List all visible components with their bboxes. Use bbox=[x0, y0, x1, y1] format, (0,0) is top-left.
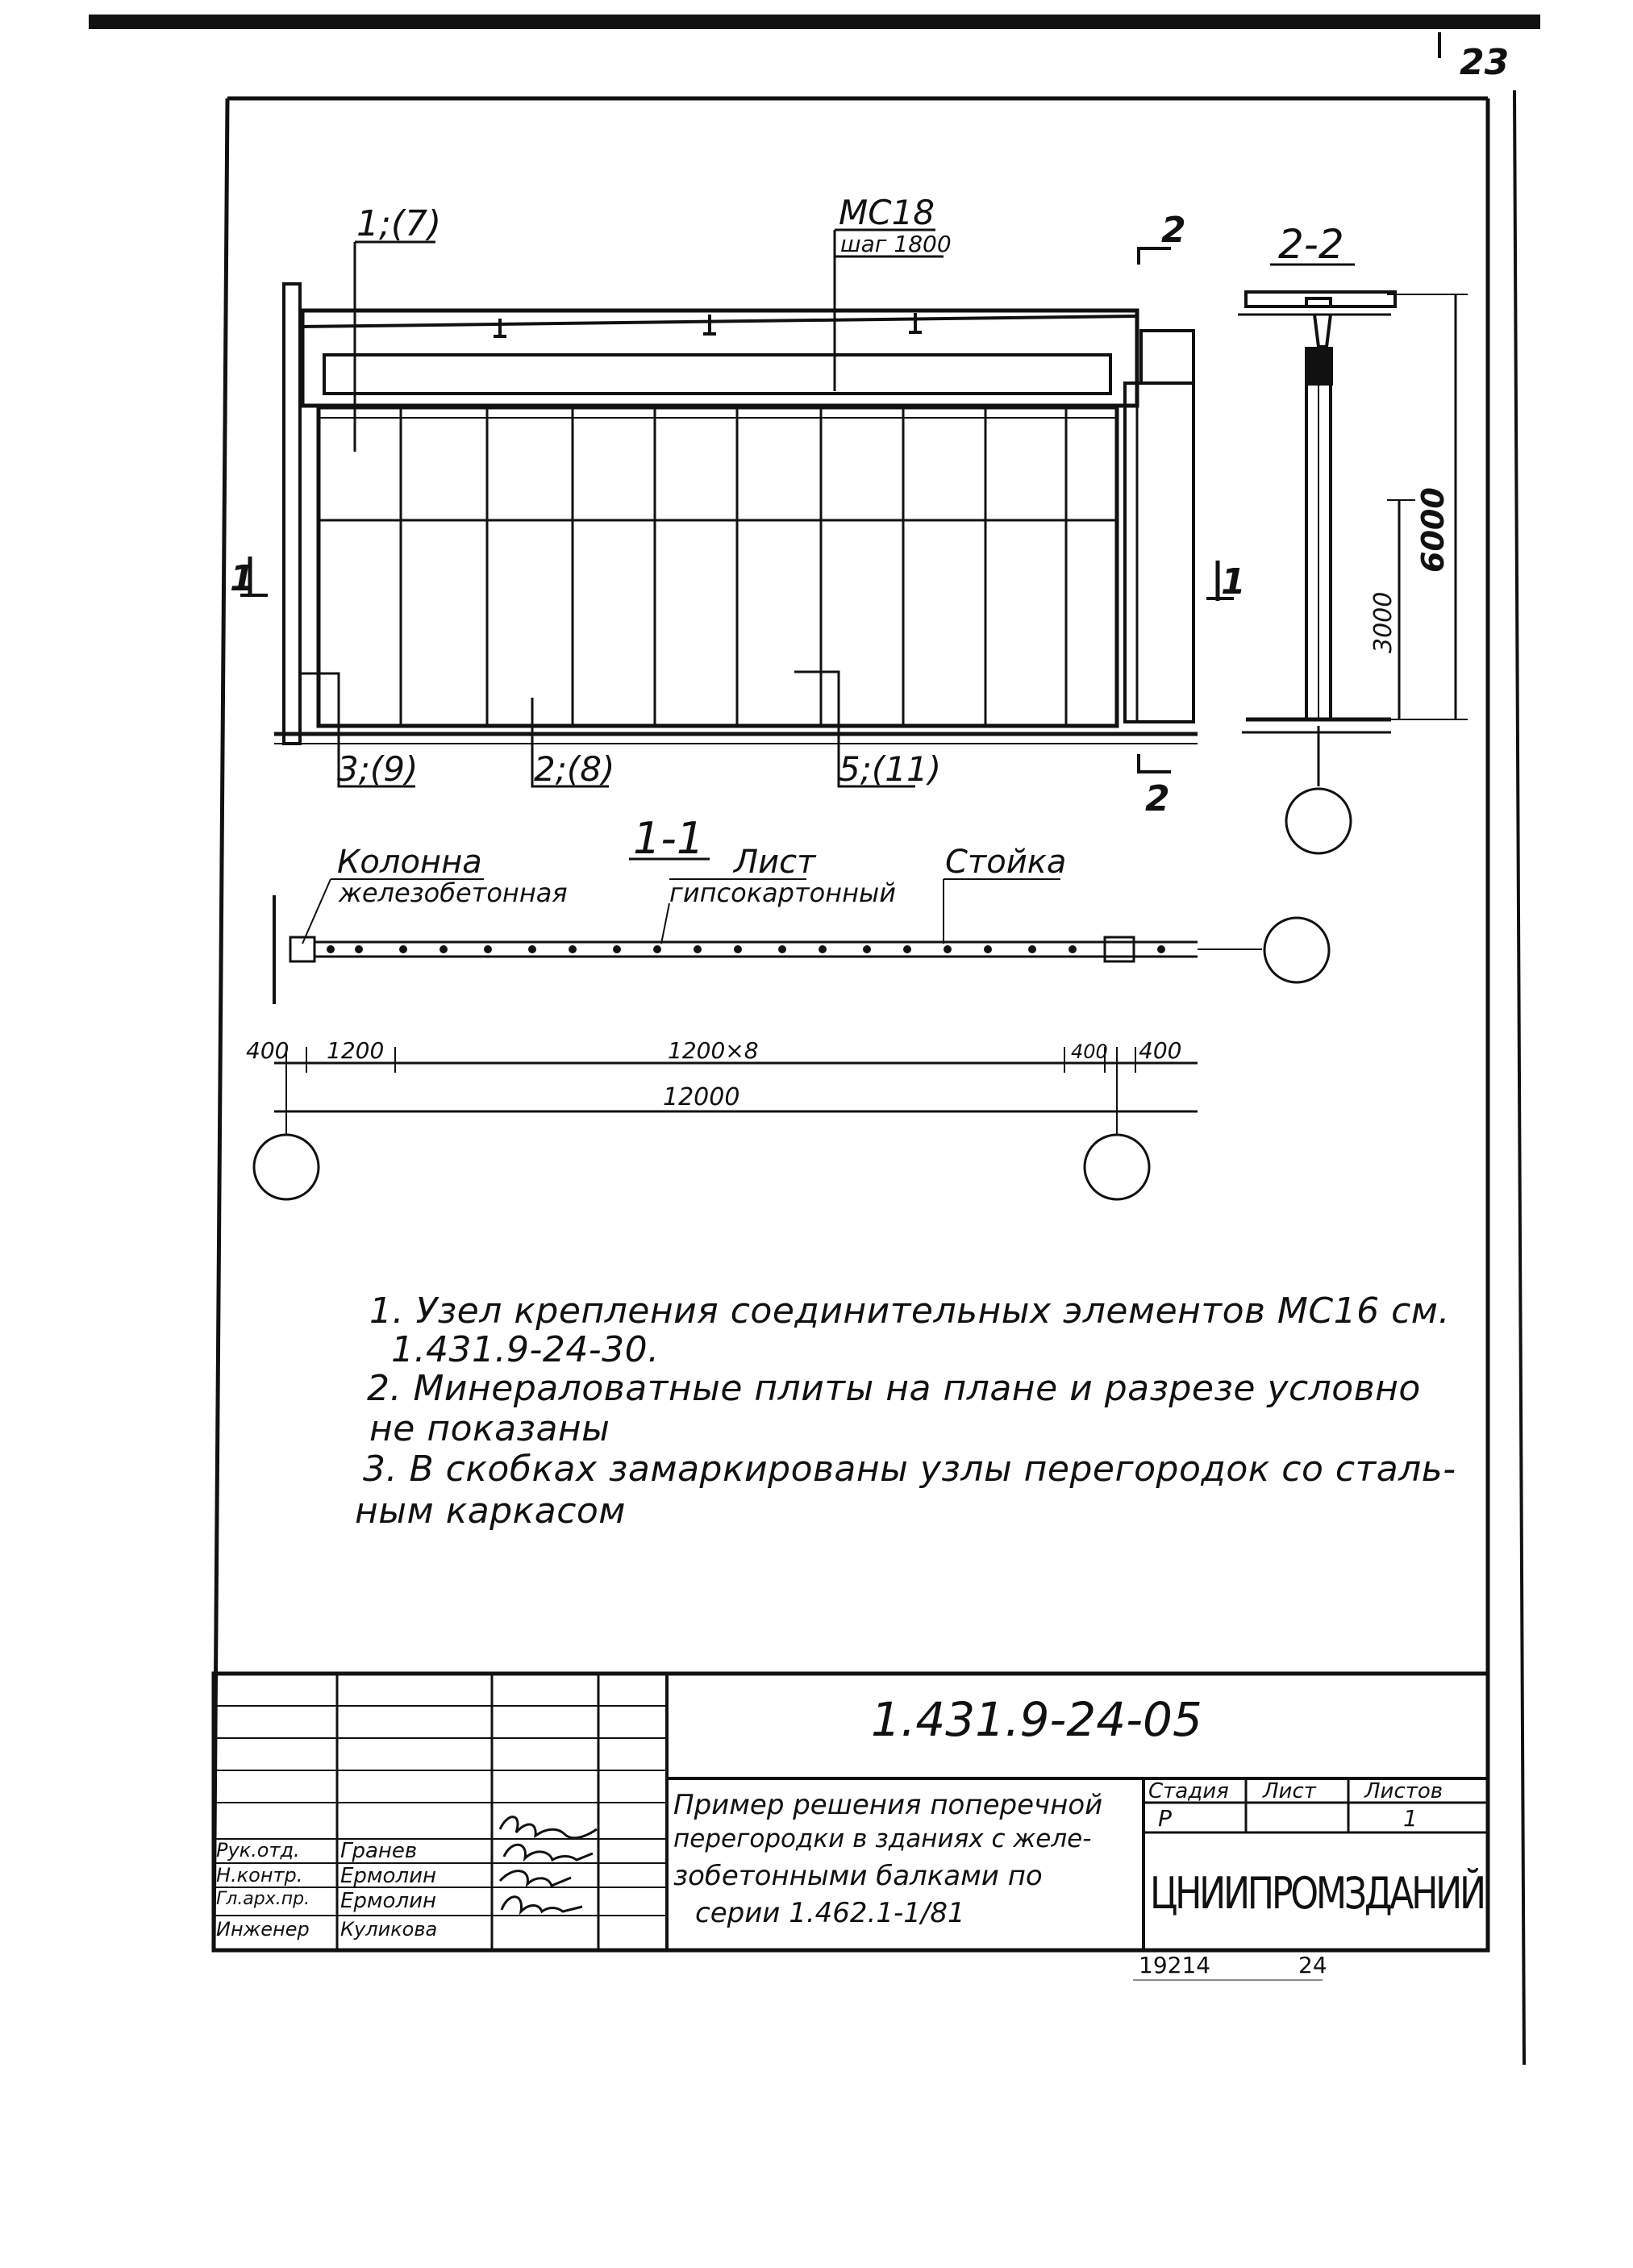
stage-value: Р bbox=[1158, 1805, 1172, 1832]
connector-mark bbox=[703, 315, 716, 334]
stage-label: Стадия bbox=[1148, 1779, 1229, 1803]
signature-3 bbox=[500, 1871, 571, 1886]
dim-total: 12000 bbox=[663, 1083, 740, 1111]
post bbox=[778, 945, 786, 953]
leader-line bbox=[302, 879, 331, 944]
page-number: 23 bbox=[1460, 42, 1510, 83]
elevation-view bbox=[240, 230, 1234, 786]
section-mark-top: 2 bbox=[1161, 210, 1186, 251]
person-name: Ермолин bbox=[340, 1864, 436, 1888]
post bbox=[1157, 945, 1165, 953]
note-line: 1. Узел крепления соединительных элементов МС16 см. bbox=[369, 1290, 1450, 1332]
post bbox=[903, 945, 911, 953]
doc-code: 1.431.9-24-05 bbox=[871, 1692, 1202, 1747]
label-column-2: железобетонная bbox=[339, 878, 568, 908]
callout-bottom-1: 3;(9) bbox=[337, 749, 419, 789]
connector-mark bbox=[909, 313, 922, 332]
label-post: Стойка bbox=[945, 844, 1067, 881]
leader-line bbox=[661, 903, 669, 944]
post bbox=[863, 945, 871, 953]
column-section-left bbox=[290, 937, 315, 961]
label-sheet: Лист bbox=[734, 844, 816, 881]
axis-circle bbox=[1085, 1135, 1149, 1199]
person-name: Куликова bbox=[340, 1918, 438, 1941]
right-beam-stub bbox=[1141, 331, 1194, 383]
section-1-1-title: 1-1 bbox=[633, 813, 705, 864]
cut-mark-right: 1 bbox=[1221, 561, 1246, 602]
post bbox=[1028, 945, 1036, 953]
signature-1 bbox=[500, 1817, 597, 1838]
callout-top-mark: МС18 bbox=[839, 193, 935, 232]
drawing-title-line: зобетонными балками по bbox=[673, 1860, 1043, 1892]
dim-first: 1200 bbox=[327, 1037, 385, 1064]
post bbox=[1069, 945, 1077, 953]
signatures bbox=[500, 1817, 597, 1912]
signature-4 bbox=[502, 1897, 582, 1912]
post bbox=[734, 945, 742, 953]
note-line: не показаны bbox=[369, 1408, 610, 1449]
right-margin-line bbox=[1514, 90, 1524, 2065]
post bbox=[984, 945, 992, 953]
callout-bottom-2: 2;(8) bbox=[534, 749, 615, 789]
partition-panel bbox=[319, 407, 1117, 726]
dim-middle: 1200×8 bbox=[668, 1037, 759, 1064]
note-line: 1.431.9-24-30. bbox=[391, 1329, 660, 1370]
label-column: Колонна bbox=[337, 844, 482, 881]
person-name: Гранев bbox=[340, 1839, 418, 1863]
beam-section bbox=[1297, 298, 1340, 347]
connector-block bbox=[1305, 347, 1333, 386]
post bbox=[569, 945, 577, 953]
post bbox=[439, 945, 448, 953]
axis-circle bbox=[1264, 918, 1329, 982]
left-column bbox=[284, 284, 300, 744]
post bbox=[944, 945, 952, 953]
post bbox=[327, 945, 335, 953]
section-2-mark-top bbox=[1139, 248, 1171, 265]
sheets-label: Листов bbox=[1364, 1779, 1443, 1803]
sheet-label: Лист bbox=[1263, 1779, 1316, 1803]
beam-flange bbox=[302, 316, 1137, 327]
note-line: 2. Минераловатные плиты на плане и разрезе условно bbox=[367, 1368, 1421, 1409]
role-label: Гл.арх.пр. bbox=[216, 1889, 310, 1909]
dim-small: 400 bbox=[1071, 1040, 1108, 1063]
organization-name: ЦНИИПРОМЗДАНИЙ bbox=[1150, 1868, 1484, 1919]
post bbox=[528, 945, 536, 953]
section-mark-bottom: 2 bbox=[1145, 778, 1170, 819]
dim-height-total: 6000 bbox=[1415, 487, 1451, 573]
role-label: Инженер bbox=[216, 1918, 310, 1941]
posts bbox=[327, 945, 1165, 953]
post bbox=[399, 945, 407, 953]
callout-top-left: 1;(7) bbox=[356, 203, 442, 244]
bottom-number: 24 bbox=[1298, 1952, 1327, 1978]
section-2-2-title: 2-2 bbox=[1278, 221, 1344, 268]
callout-bottom-3: 5;(11) bbox=[839, 749, 942, 789]
drawing-title-line: перегородки в зданиях с желе- bbox=[673, 1824, 1092, 1853]
dim-right: 400 bbox=[1139, 1037, 1182, 1064]
right-column bbox=[1125, 383, 1194, 722]
person-name: Ермолин bbox=[340, 1889, 436, 1913]
role-label: Н.контр. bbox=[216, 1864, 303, 1887]
dim-left: 400 bbox=[246, 1037, 290, 1064]
note-line: ным каркасом bbox=[355, 1490, 626, 1532]
dim-height-part: 3000 bbox=[1369, 591, 1398, 653]
signature-2 bbox=[504, 1845, 593, 1860]
axis-circle bbox=[254, 1135, 319, 1199]
cut-mark-left: 1 bbox=[230, 558, 255, 599]
axis-circle bbox=[1286, 789, 1351, 853]
post bbox=[694, 945, 702, 953]
callout-top-sub: шаг 1800 bbox=[840, 231, 952, 257]
section-2-mark-bottom bbox=[1139, 754, 1171, 772]
top-border-bar bbox=[89, 15, 1540, 29]
post bbox=[819, 945, 827, 953]
label-sheet-2: гипсокартонный bbox=[669, 878, 897, 908]
beam-web bbox=[324, 355, 1110, 394]
drawing-title-line: Пример решения поперечной bbox=[673, 1789, 1103, 1821]
connector-mark bbox=[494, 319, 506, 336]
note-line: 3. В скобках замаркированы узлы перегородок со сталь- bbox=[363, 1449, 1456, 1490]
post bbox=[613, 945, 621, 953]
post bbox=[484, 945, 492, 953]
post bbox=[355, 945, 363, 953]
sheets-value: 1 bbox=[1403, 1805, 1418, 1832]
role-label: Рук.отд. bbox=[216, 1839, 300, 1862]
post bbox=[653, 945, 661, 953]
drawing-title-line: серии 1.462.1-1/81 bbox=[695, 1897, 965, 1929]
bottom-number: 19214 bbox=[1139, 1952, 1211, 1978]
